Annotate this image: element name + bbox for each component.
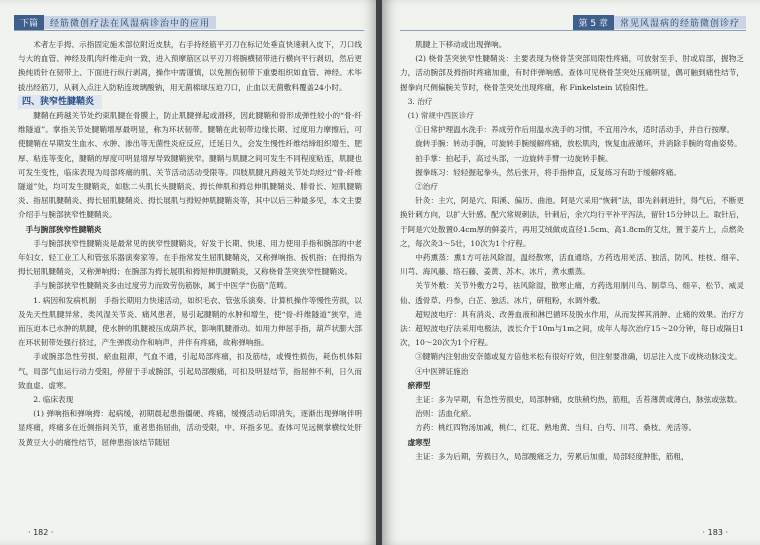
paragraph: ②治疗 (415, 182, 438, 192)
paragraph: 术者左手拇、示指固定施术部位附近皮肤，右手持经筋平刃刀在标记处垂直快速刺入皮下，刀口线与大的血管、神经及肌肉纤维走向一致，进入预摩筋区以平刃刀将腕横韧带进行横向平行剥切，然后更换纯质针在韧带上、下面进行纵行剥离，操作中需谨慎，以免割伤韧带下重要组织如血管、神经。术毕拔出经筋刀，从刺入点注入防粘连玻璃酸钠，用无菌棉球压迫刀口，止血以无菌敷料覆盖24小时。 (18, 40, 362, 92)
paragraph: 主证：多为早期，有急性劳损史，局部肿痛，皮肤稍灼热，筋粗，舌苔薄黄或薄白，脉弦或弦数。 (415, 395, 742, 405)
paragraph: 手或腕部急性劳损、瘀血阻滞，气血不通，引起局部疼痛，扣及筋结，或慢性损伤，耗伤机体阳气，局部气血运行动力受阻，停留于手或腕部，引起局部酸痛，可扣及明显结节，指屈伸不利，日久而致血虚、虚寒。 (18, 352, 362, 390)
section-heading (18, 95, 362, 109)
paragraph: 超短波电疗：具有消炎、改善血液和淋巴循环及脱水作用，从而发挥其消肿、止痛的效果。治疗方法：超短波电疗法采用电极法，波长介于10m与1m之间，成年人每次治疗15～20分钟，每日或隔日1次，10～20次为1个疗程。 (400, 309, 744, 348)
right-body-text (400, 38, 744, 517)
paragraph: 针灸：主穴，阿是穴、阳溪、偏历、曲池。阿是穴采用“恢刺”法，即先斜刺进针，得气后，不断更换针刺方向，以扩大针感。配穴常规刺法，针刺后，余穴均行平补平泻法，留针15分钟以上。取针后，于阿是穴处散置0.4cm厚的鲜姜片，再用艾绒做成直径1.5cm、高1.8cm的艾炷，置于姜片上，点燃灸之，每次灸3～5壮，10次为1个疗程。 (400, 196, 744, 248)
list-heading: 3. 治疗 (407, 96, 433, 106)
right-header-title: 常见风湿病的经筋微创诊疗 (614, 16, 746, 29)
left-page-number: · 182 · (28, 528, 54, 537)
paragraph: 旋转手腕：转动手腕，可旋转手腕缓解疼痛，放松肌肉，恢复血液循环，并消除手腕的弯曲姿势。 (415, 139, 742, 149)
list-heading: (1) 常规中西医诊疗 (407, 111, 474, 121)
paragraph: 关节外敷：关节外敷方2号，祛风除湿，散寒止痛，方药选用制川乌、制草乌、细辛、松节、威灵仙、透骨草、丹参，白芷、独活、冰片，研粗粉，水调外敷。 (400, 281, 744, 305)
section-title: 四、狭窄性腱鞘炎 (18, 95, 102, 109)
left-header-tag: 下篇 (14, 15, 44, 30)
paragraph: ③腱鞘内注射曲安奈德或复方倍他米松有很好疗效，但注射要准确，切忌注入皮下或桡动脉浅支。 (415, 352, 742, 362)
subheading: 虚寒型 (407, 437, 431, 447)
paragraph: 腱鞘在跨越关节处约束肌腱在骨膜上，防止肌腱弹起或滑移，因此腱鞘和骨形成弹性较小的“骨-纤维隧道”。掌指关节处腱鞘增厚最明显，称为环状韧带。腱鞘在此韧带边缘长期、过度用力摩擦后，可使腱鞘在早期发生血水、水肿、渗出等无菌性炎症反应，迁延日久，会发生慢性纤维结缔组织增生、肥厚、粘连等变化，腱鞘的厚度可明显增厚导致腱鞘狭窄。腱鞘与肌腱之间可发生不同程度粘连，肌腱也可发生变性，临床表现为局部疼痛的肌、关节活动活动受限等。四肢肌腱凡跨越关节处均经过“骨-纤维隧道”处，均可发生腱鞘炎，如肱二头肌长头腱鞘炎、拇长伸肌和拇总伸肌腱鞘炎、腓骨长、短肌腱鞘炎、指屈肌腱鞘炎、拇长屈肌腱鞘炎、拇长展肌与拇短伸肌腱鞘炎等，其中以后三种最多见，本文主要介绍手与腕部狭窄性腱鞘炎。 (18, 111, 362, 220)
paragraph: ④中医辨证施治 (415, 366, 469, 376)
left-header-title: 经筋微创疗法在风湿病诊治中的应用 (44, 16, 216, 29)
paragraph: (2) 桡骨茎突狭窄性腱鞘炎：主要表现为桡骨茎突部局限性疼痛，可放射至手、肘或肩部，握物乏力，活动腕部及拇指时疼痛加重，有时伴弹响感。查体可见桡骨茎突处压痛明显，偶可触到痛性结节，握拳向尺侧偏腕关节时，桡骨茎突处出现疼痛，称 Finkelstein 试验阳性。 (400, 54, 744, 92)
right-page (382, 0, 760, 545)
paragraph: 中药熏蒸：熏1方可祛风除湿，温经散寒，活血通络，方药选用羌活、独活、防风、桂枝、细辛、川芎、海风藤、络石藤、姜黄、苏木、冰片，煮水熏蒸。 (400, 253, 744, 277)
paragraph: 2. 临床表现 (33, 395, 74, 405)
paragraph: 1. 病因和发病机制 手指长期用力快速活动，如织毛衣、管弦乐演奏、计算机操作等慢性劳损，以及先天性肌腱异常、类风湿关节炎、痛风患者，易引起腱鞘的水肿和增生，使“骨-纤维隧道”狭窄，进而压迫本已水肿的肌腱，使水肿的肌腱被压成葫芦状，影响肌腱滑动。如用力伸屈手指，葫芦状膨大部在环状韧带处强行挤过，产生弹拨动作和响声，并伴有疼痛，故称弹响指。 (18, 295, 362, 348)
subheading: 瘀滞型 (407, 380, 431, 390)
subheading: 手与腕部狭窄性腱鞘炎 (25, 224, 102, 234)
paragraph: 治则：活血化瘀。 (415, 409, 476, 419)
paragraph: 肌腱上下移动或出现弹响。 (415, 40, 507, 49)
left-page (0, 0, 378, 545)
paragraph: 手与腕部狭窄性腱鞘炎多由过度劳力而致劳伤筋脉，属于中医学“伤筋”范畴。 (33, 281, 292, 291)
left-running-header (14, 14, 364, 31)
right-running-header (400, 14, 746, 31)
paragraph: 拍手掌：拍起手，高过头部，一边旋转手臂一边旋转手腕。 (415, 153, 613, 163)
right-page-number: · 183 · (702, 528, 728, 537)
paragraph: 握拳练习：轻轻握起拳头，然后张开，将手指伸直，反复练习有助于缓解疼痛。 (415, 167, 681, 177)
left-body-text (18, 38, 362, 517)
paragraph: (1) 弹响指和弹响拇：起病缓，初期晨起患指僵硬、疼痛，缓慢活动后即消失，逐渐出现弹响伴明显疼痛，疼痛多在近侧指间关节，重者患指屈曲，活动受限，中、环指多见。查体可见远侧掌横纹处肝及黄豆大小的痛性结节，屈伸患指该结节随屈 (18, 409, 362, 447)
paragraph: ①日常护理温水洗手：养成劳作后用温水洗手的习惯，不宜用冷水，适时活动手，并自行按摩。 (415, 125, 735, 135)
paragraph: 方药：桃红四物汤加减，桃仁、红花、熟地黄、当归、白芍、川芎、桑枝、羌活等。 (415, 423, 697, 433)
paragraph: 手与腕部狭窄性腱鞘炎是最常见的狭窄性腱鞘炎，好发于长期、快速、用力使用手指和腕部的中老年妇女、轻工业工人和管弦乐器演奏家等。在手指常发生屈肌腱鞘炎，又称弹响指、扳机指；在拇指为拇长屈肌腱鞘炎，又称弹响拇；在腕部为拇长展肌和拇短伸肌腱鞘炎，又称桡骨茎突狭窄性腱鞘炎。 (18, 238, 362, 277)
paragraph: 主证：多为后期，劳损日久，局部酸痛乏力，劳累后加重，局部轻度肿胀，筋粗， (415, 451, 689, 461)
right-header-tag: 第 5 章 (573, 15, 614, 30)
